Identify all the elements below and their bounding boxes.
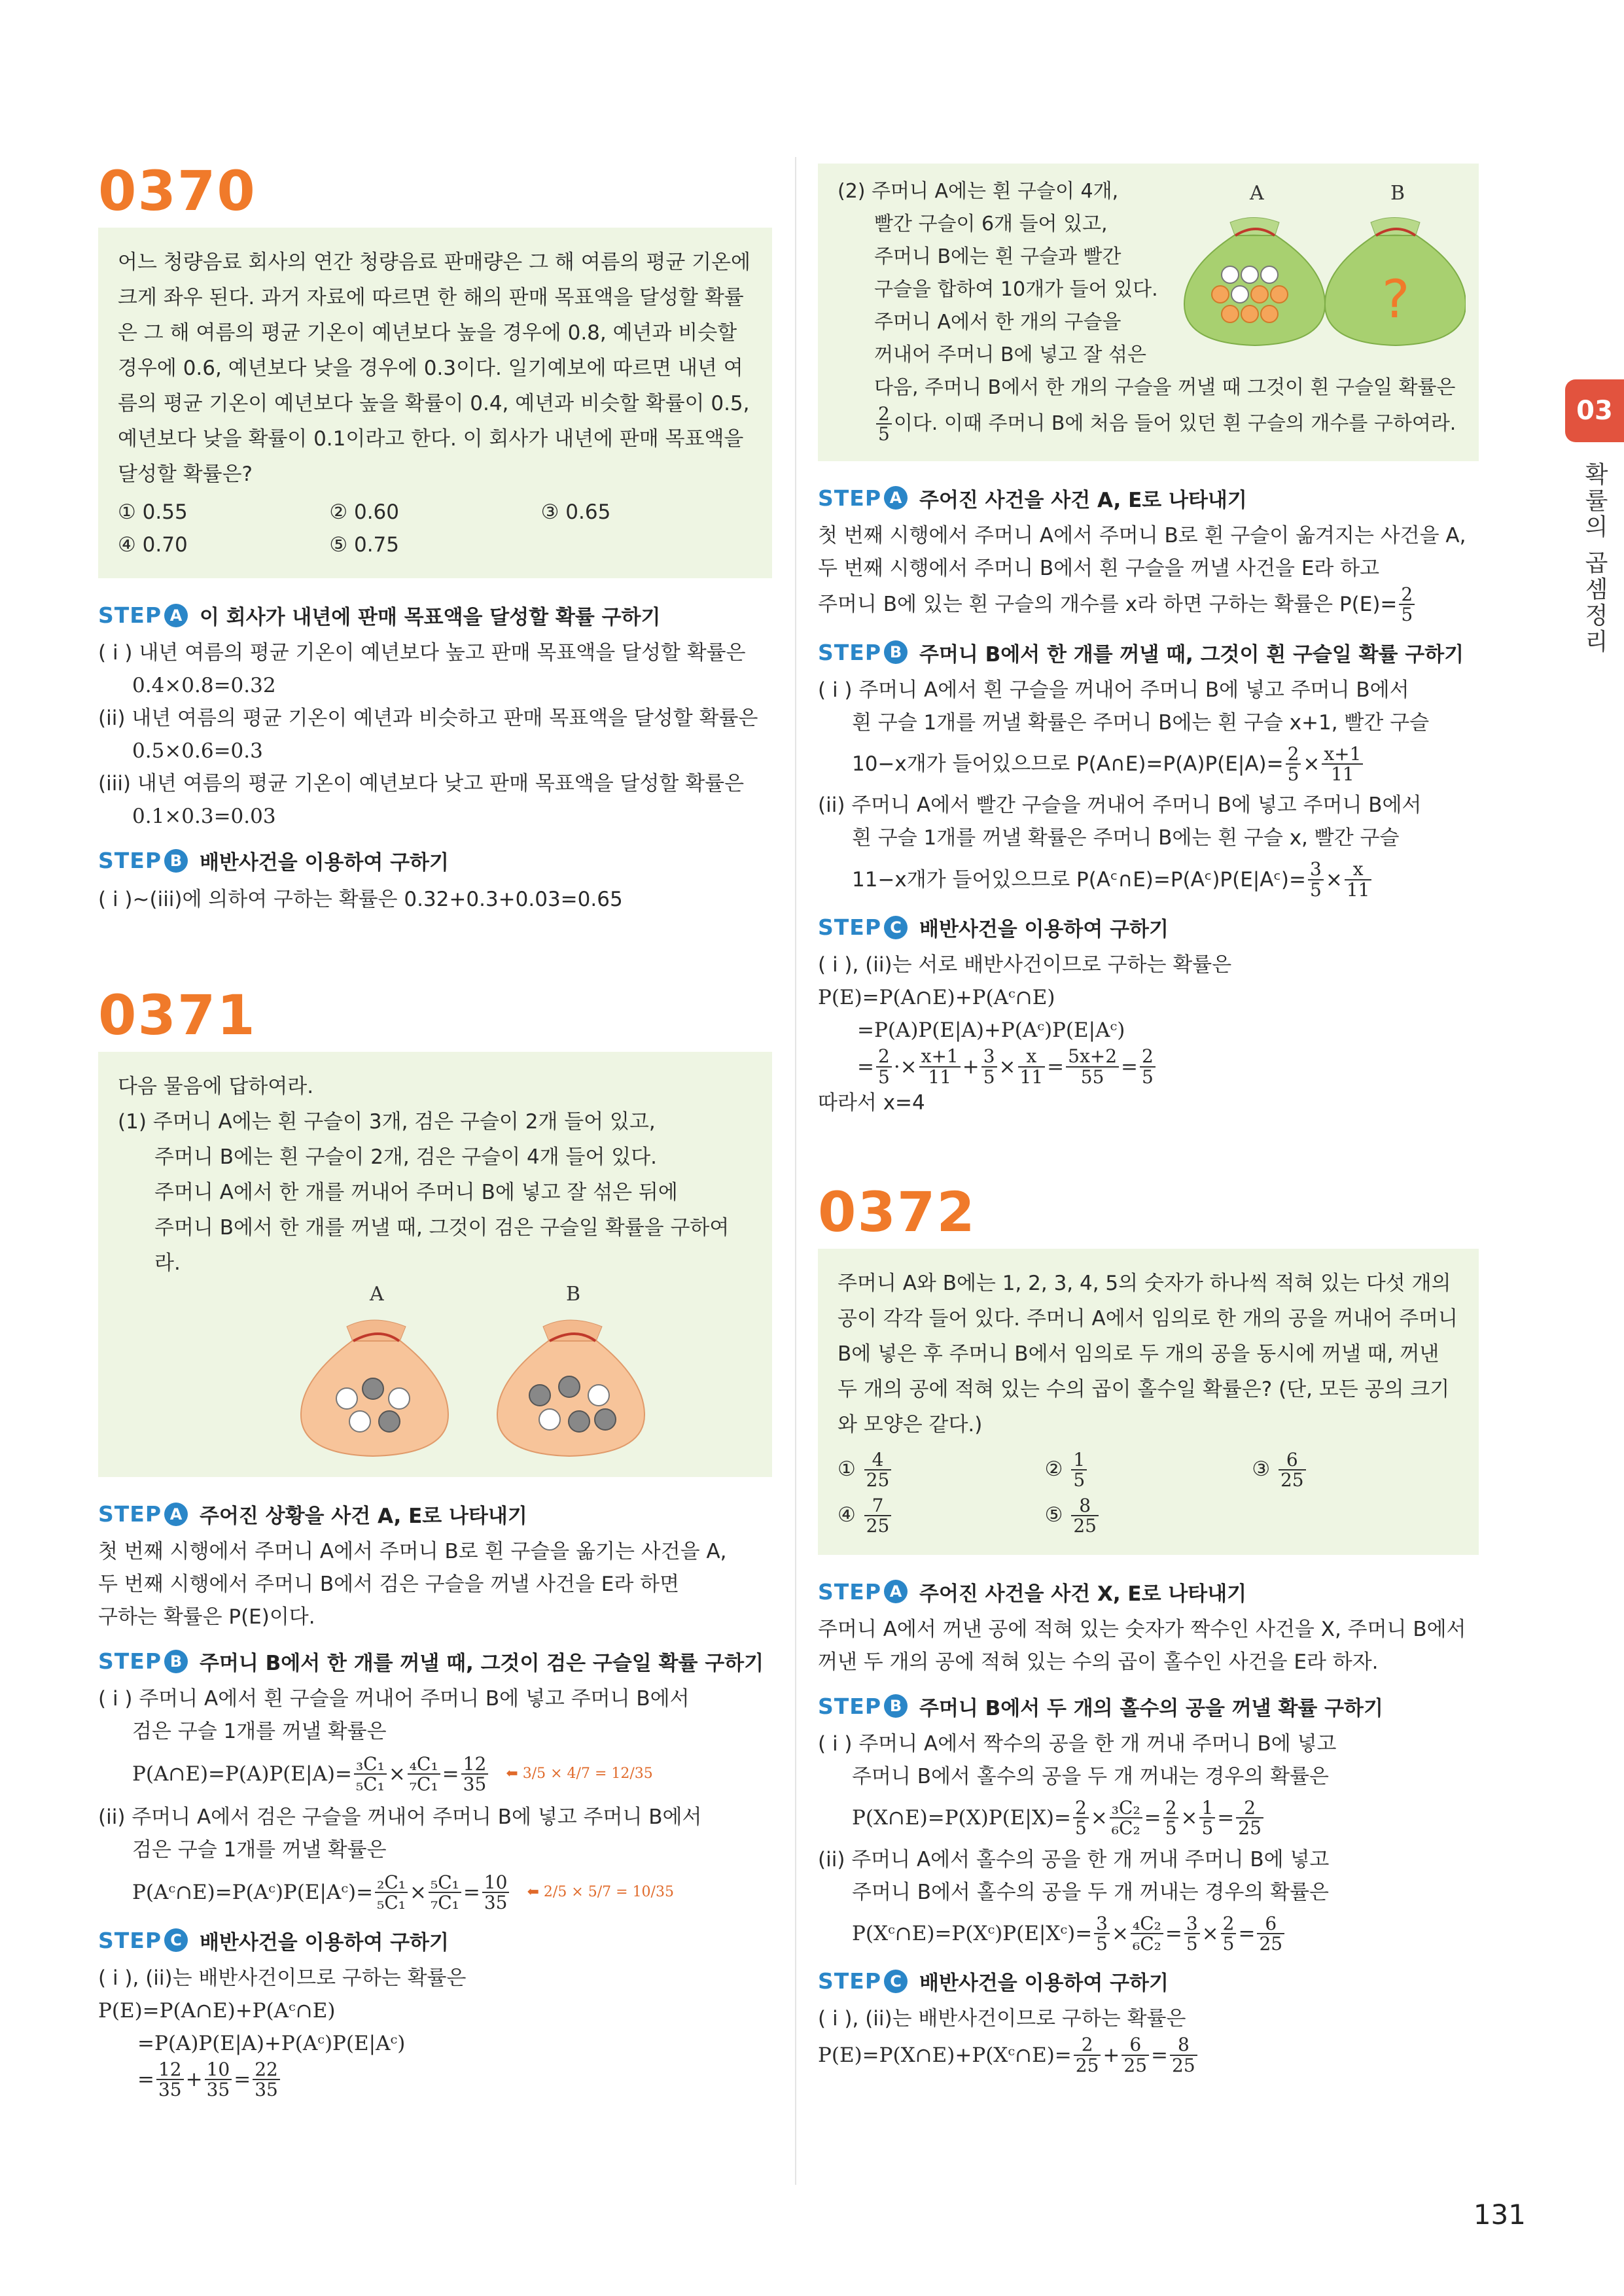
- step-b-heading: STEP B 주머니 B에서 한 개를 꺼낼 때, 그것이 흰 구슬일 확률 구하기: [818, 639, 1464, 667]
- step-badge: A: [884, 486, 908, 510]
- step-badge: C: [884, 916, 908, 939]
- black-ball: [569, 1411, 590, 1432]
- choice-4[interactable]: ④ 0.70: [118, 533, 188, 557]
- step-a-heading: STEP A 주어진 사건을 사건 X, E로 나타내기: [818, 1578, 1247, 1606]
- step-c-body: ( i ), (ii)는 배반사건이므로 구하는 확률은 P(E)=P(X∩E)+P(Xᶜ∩E)= $\frac{2}{25}$ + $\frac{6}{25}$ = $\frac{8}{25}$: [818, 2002, 1479, 2075]
- hint-note: ⬅ 3/5 × 4/7 = 12/35: [506, 1765, 653, 1783]
- black-ball: [379, 1411, 400, 1432]
- chapter-tab[interactable]: 03: [1565, 379, 1624, 442]
- step-a-heading: STEP A 주어진 상황을 사건 A, E로 나타내기: [98, 1501, 527, 1528]
- equation: P(Aᶜ∩E)=P(Aᶜ)P(E|Aᶜ)= $\frac{\text{₂C₁}}{\text{₅C₁}}$ × $\frac{\text{₅C₁}}{\text{₇C₁}}$ = $\frac{10}{35}$ ⬅ 2/5 × 5/7 = 10/35: [132, 1871, 674, 1914]
- step-c-heading: STEP C 배반사건을 이용하여 구하기: [818, 1968, 1169, 1996]
- bag-a-label: A: [370, 1283, 384, 1306]
- black-ball: [595, 1409, 616, 1430]
- bag-b-label: B: [1390, 182, 1405, 205]
- bag-a: [301, 1320, 448, 1456]
- white-ball: [336, 1388, 357, 1409]
- choice-4[interactable]: ④ $\frac{7}{25}$: [838, 1492, 1045, 1538]
- choice-2[interactable]: ② $\frac{1}{5}$: [1045, 1446, 1252, 1492]
- problem-0371-2-box: (2) 주머니 A에는 흰 구슬이 4개, 빨간 구슬이 6개 들어 있고, 주머니 B에는 흰 구슬과 빨간 구슬을 합하여 10개가 들어 있다. 주머니 A에서 한 개의 구슬을 꺼내어 주머니 B에 넣고 잘 섞은 다음, 주머니 B에서 한 개의 구슬을 꺼낼 때 그것이 흰 구슬일 확률은 $\frac{2}{5}$ 이다. 이때 주머니 B에 처음 들어 있던 흰 구슬의 개수를 구하여라. A B ?: [818, 164, 1479, 461]
- equation: 11−x개가 들어있으므로 P(Aᶜ∩E)=P(Aᶜ)P(E|Aᶜ)= $\frac{3}{5}$ × $\frac{x}{11}$: [818, 860, 1479, 899]
- step-b-heading: STEP B 주머니 B에서 두 개의 홀수의 공을 꺼낼 확률 구하기: [818, 1693, 1383, 1720]
- step-a-heading: STEP A 이 회사가 내년에 판매 목표액을 달성할 확률 구하기: [98, 602, 661, 629]
- red-ball: [1261, 305, 1278, 322]
- problem-number-0371: 0371: [98, 983, 256, 1047]
- step-badge: C: [164, 1928, 188, 1952]
- problem-0370-choices: [118, 496, 752, 561]
- red-ball: [1251, 286, 1268, 303]
- equation: P(Xᶜ∩E)=P(Xᶜ)P(E|Xᶜ)= $\frac{3}{5}$ × $\frac{\text{₄C₂}}{\text{₆C₂}}$ = $\frac{3}{5}$ × $\frac{2}{5}$ = $\frac{6}{25}$: [818, 1914, 1479, 1954]
- bag-b: [1325, 218, 1466, 346]
- equation: = $\frac{12}{35}$ + $\frac{10}{35}$ = $\frac{22}{35}$: [98, 2060, 772, 2100]
- choice-1[interactable]: ① 0.55: [118, 500, 188, 524]
- choice-5[interactable]: ⑤ 0.75: [329, 533, 399, 557]
- step-badge: A: [164, 1503, 188, 1526]
- equation: = $\frac{2}{5}$ ·× $\frac{x+1}{11}$ + $\frac{3}{5}$ × $\frac{x}{11}$ = $\frac{5x+2}{55}$ = $\frac{2}{5}$: [818, 1047, 1479, 1087]
- equation: P(E)=P(X∩E)+P(Xᶜ∩E)= $\frac{2}{25}$ + $\frac{6}{25}$ = $\frac{8}{25}$: [818, 2035, 1479, 2075]
- white-ball: [539, 1409, 560, 1430]
- choice-2[interactable]: ② 0.60: [329, 500, 399, 524]
- unknown-mark: ?: [1382, 269, 1410, 330]
- white-ball: [1261, 266, 1278, 283]
- page-number: 131: [1473, 2199, 1526, 2231]
- problem-0372-question: 주머니 A와 B에는 1, 2, 3, 4, 5의 숫자가 하나씩 적혀 있는 다섯 개의 공이 각각 들어 있다. 주머니 A에서 임의로 한 개의 공을 꺼내어 주머니 B에 넣은 후 주머니 B에서 임의로 두 개의 공을 동시에 꺼낼 때, 꺼낸 두 개의 공에 적혀 있는 수의 곱이 홀수일 확률은? (단, 모든 공의 크기와 모양은 같다.): [838, 1271, 1458, 1436]
- equation: 10−x개가 들어있으므로 P(A∩E)=P(A)P(E|A)= $\frac{2}{5}$ × $\frac{x+1}{11}$: [818, 744, 1479, 784]
- black-ball: [559, 1376, 580, 1397]
- red-ball: [1212, 286, 1229, 303]
- step-badge: C: [884, 1970, 908, 1993]
- step-b-body: ( i ) 주머니 A에서 흰 구슬을 꺼내어 주머니 B에 넣고 주머니 B에서 검은 구슬 1개를 꺼낼 확률은 P(A∩E)=P(A)P(E|A)= $\frac{\text{₃C₁}}{\text{₅C₁}}$ × $\frac{\text{₄C₁}}{\text{₇C₁}}$ = $\frac{12}{35}$ ⬅ 3/5 × 4/7 = 12/35 (ii) 주머니 A에서 검은 구슬을 꺼내어 주머니 B에 넣고 주머니 B에서 검은 구슬 1개를 꺼낼 확률은 P(Aᶜ∩E)=P(Aᶜ)P(E|Aᶜ)= $\frac{\text{₂C₁}}{\text{₅C₁}}$ × $\frac{\text{₅C₁}}{\text{₇C₁}}$ = $\frac{10}{35}$ ⬅ 2/5 × 5/7 = 10/35: [98, 1682, 772, 1913]
- white-ball: [588, 1385, 609, 1406]
- red-ball: [1271, 286, 1288, 303]
- step-b-body: ( i ) 주머니 A에서 흰 구슬을 꺼내어 주머니 B에 넣고 주머니 B에서 흰 구슬 1개를 꺼낼 확률은 주머니 B에는 흰 구슬 x+1, 빨간 구슬 10−x개가 들어있으므로 P(A∩E)=P(A)P(E|A)= $\frac{2}{5}$ × $\frac{x+1}{11}$ (ii) 주머니 A에서 빨간 구슬을 꺼내어 주머니 B에 넣고 주머니 B에서 흰 구슬 1개를 꺼낼 확률은 주머니 B에는 흰 구슬 x, 빨간 구슬 11−x개가 들어있으므로 P(Aᶜ∩E)=P(Aᶜ)P(E|Aᶜ)= $\frac{3}{5}$ × $\frac{x}{11}$: [818, 674, 1479, 900]
- step-b-body: ( i ) 주머니 A에서 짝수의 공을 한 개 꺼내 주머니 B에 넣고 주머니 B에서 홀수의 공을 두 개 꺼내는 경우의 확률은 P(X∩E)=P(X)P(E|X)= $\frac{2}{5}$ × $\frac{\text{₃C₂}}{\text{₆C₂}}$ = $\frac{2}{5}$ × $\frac{1}{5}$ = $\frac{2}{25}$ (ii) 주머니 A에서 홀수의 공을 한 개 꺼내 주머니 B에 넣고 주머니 B에서 홀수의 공을 두 개 꺼내는 경우의 확률은 P(Xᶜ∩E)=P(Xᶜ)P(E|Xᶜ)= $\frac{3}{5}$ × $\frac{\text{₄C₂}}{\text{₆C₂}}$ = $\frac{3}{5}$ × $\frac{2}{5}$ = $\frac{6}{25}$: [818, 1728, 1479, 1954]
- step-a-heading: STEP A 주어진 사건을 사건 A, E로 나타내기: [818, 485, 1247, 512]
- red-ball: [1222, 305, 1239, 322]
- step-c-heading: STEP C 배반사건을 이용하여 구하기: [98, 1927, 449, 1955]
- choice-3[interactable]: ③ $\frac{6}{25}$: [1252, 1446, 1459, 1492]
- white-ball: [1222, 266, 1239, 283]
- choice-3[interactable]: ③ 0.65: [540, 500, 611, 524]
- step-c-body: ( i ), (ii)는 배반사건이므로 구하는 확률은 P(E)=P(A∩E)+P(Aᶜ∩E) =P(A)P(E|A)+P(Aᶜ)P(E|Aᶜ) = $\frac{12}{35}$ + $\frac{10}{35}$ = $\frac{22}{35}$: [98, 1962, 772, 2100]
- step-badge: B: [164, 1650, 188, 1673]
- chapter-sidebar: [1565, 379, 1624, 655]
- white-ball: [1241, 266, 1258, 283]
- step-badge: B: [884, 1694, 908, 1718]
- problem-number-0370: 0370: [98, 159, 256, 223]
- step-badge: B: [884, 640, 908, 664]
- step-b-heading: STEP B 배반사건을 이용하여 구하기: [98, 848, 449, 875]
- step-badge: A: [884, 1580, 908, 1603]
- step-a-body: ( i ) 내년 여름의 평균 기온이 예년보다 높고 판매 목표액을 달성할 확률은 0.4×0.8=0.32 (ii) 내년 여름의 평균 기온이 예년과 비슷하고 판매 목표액을 달성할 확률은 0.5×0.6=0.3 (iii) 내년 여름의 평균 기온이 예년보다 낮고 판매 목표액을 달성할 확률은 0.1×0.3=0.03: [98, 641, 758, 828]
- left-column: [98, 159, 772, 2100]
- bags-illustration: [275, 1281, 759, 1470]
- choice-5[interactable]: ⑤ $\frac{8}{25}$: [1045, 1492, 1252, 1538]
- step-badge: B: [164, 849, 188, 873]
- bag-b-label: B: [566, 1283, 581, 1306]
- right-column: [818, 164, 1479, 2075]
- equation: P(A∩E)=P(A)P(E|A)= $\frac{\text{₃C₁}}{\text{₅C₁}}$ × $\frac{\text{₄C₁}}{\text{₇C₁}}$ = $\frac{12}{35}$ ⬅ 3/5 × 4/7 = 12/35: [132, 1753, 653, 1796]
- problem-number-0372: 0372: [818, 1179, 976, 1244]
- bag-b: [497, 1320, 644, 1456]
- step-b-heading: STEP B 주머니 B에서 한 개를 꺼낼 때, 그것이 검은 구슬일 확률 구하기: [98, 1648, 764, 1675]
- chapter-title: 확률의 곱셈정리: [1581, 462, 1608, 655]
- bag-a-label: A: [1250, 182, 1264, 205]
- step-b-body: ( i )~(iii)에 의하여 구하는 확률은 0.32+0.3+0.03=0.65: [98, 888, 623, 911]
- step-a-body: 첫 번째 시행에서 주머니 A에서 주머니 B로 흰 구슬을 옮기는 사건을 A, 두 번째 시행에서 주머니 B에서 검은 구슬을 꺼낼 사건을 E라 하면 구하는 확률은 P(E)이다.: [98, 1540, 727, 1629]
- step-a-body: 첫 번째 시행에서 주머니 A에서 주머니 B로 흰 구슬이 옮겨지는 사건을 A, 두 번째 시행에서 주머니 B에서 흰 구슬을 꺼낼 사건을 E라 하고 주머니 B에 있는 흰 구슬의 개수를 x라 하면 구하는 확률은 P(E)= $\frac{2}{5}$: [818, 523, 1466, 626]
- black-ball: [362, 1378, 383, 1399]
- column-divider: [795, 157, 796, 2185]
- black-ball: [529, 1385, 550, 1406]
- step-c-heading: STEP C 배반사건을 이용하여 구하기: [818, 914, 1169, 942]
- bags-illustration-2: [1178, 177, 1466, 366]
- problem-0370-question: 어느 청량음료 회사의 연간 청량음료 판매량은 그 해 여름의 평균 기온에 크게 좌우 된다. 과거 자료에 따르면 한 해의 판매 목표액을 달성할 확률은 그 해 여름의 평균 기온이 예년보다 높을 경우에 0.8, 예년과 비슷할 경우에 0.6, 예년보다 낮을 경우에 0.3이다. 일기예보에 따르면 내년 여름의 평균 기온이 예년보다 높을 확률이 0.4, 예년과 비슷할 확률이 0.5, 예년보다 낮을 확률이 0.1이라고 한다. 이 회사가 내년에 판매 목표액을 달성할 확률은?: [118, 251, 750, 486]
- bag-a: [1184, 218, 1325, 346]
- equation: P(X∩E)=P(X)P(E|X)= $\frac{2}{5}$ × $\frac{\text{₃C₂}}{\text{₆C₂}}$ = $\frac{2}{5}$ × $\frac{1}{5}$ = $\frac{2}{25}$: [818, 1798, 1479, 1838]
- problem-0372-box: [818, 1249, 1479, 1555]
- white-ball: [1231, 286, 1248, 303]
- problem-0370-box: [98, 228, 772, 578]
- hint-note: ⬅ 2/5 × 5/7 = 10/35: [527, 1884, 674, 1901]
- white-ball: [349, 1411, 370, 1432]
- problem-0371-box: 다음 물음에 답하여라. (1) 주머니 A에는 흰 구슬이 3개, 검은 구슬이 2개 들어 있고, 주머니 B에는 흰 구슬이 2개, 검은 구슬이 4개 들어 있다. 주머니 A에서 한 개를 꺼내어 주머니 B에 넣고 잘 섞은 뒤에 주머니 B에서 한 개를 꺼낼 때, 그것이 검은 구슬일 확률을 구하여라. A B: [98, 1052, 772, 1477]
- step-a-body: 주머니 A에서 꺼낸 공에 적혀 있는 숫자가 짝수인 사건을 X, 주머니 B에서 꺼낸 두 개의 공에 적혀 있는 수의 곱이 홀수인 사건을 E라 하자.: [818, 1617, 1466, 1674]
- choice-1[interactable]: ① $\frac{4}{25}$: [838, 1446, 1045, 1492]
- step-badge: A: [164, 604, 188, 627]
- white-ball: [389, 1388, 410, 1409]
- step-c-body: ( i ), (ii)는 서로 배반사건이므로 구하는 확률은 P(E)=P(A∩E)+P(Aᶜ∩E) =P(A)P(E|A)+P(Aᶜ)P(E|Aᶜ) = $\frac{2}{5}$ ·× $\frac{x+1}{11}$ + $\frac{3}{5}$ × $\frac{x}{11}$ = $\frac{5x+2}{55}$ = $\frac{2}{5}$ 따라서 x=4: [818, 948, 1479, 1119]
- red-ball: [1241, 305, 1258, 322]
- problem-0372-choices: [838, 1446, 1459, 1538]
